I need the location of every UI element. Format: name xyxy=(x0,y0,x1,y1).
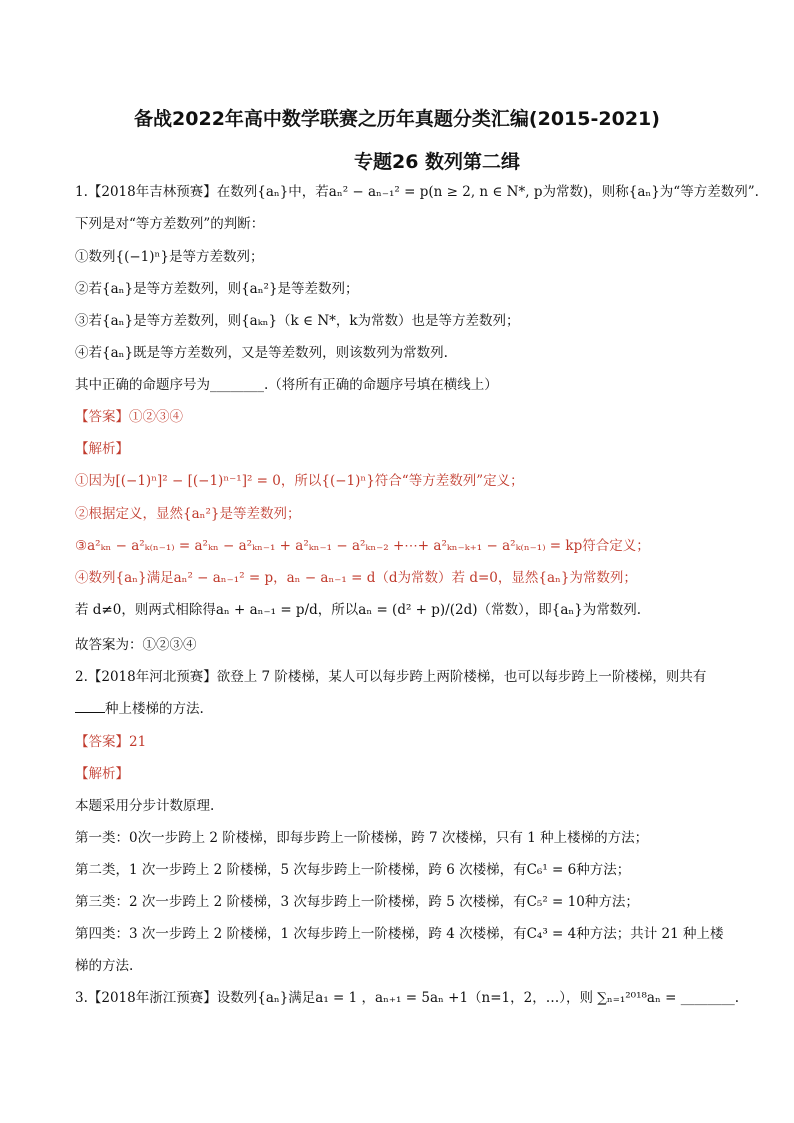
q2-stem-line2 xyxy=(75,700,204,718)
q1-option-3: ③若{aₙ}是等方差数列，则{aₖₙ}（k ∈ N*，k为常数）也是等方差数列； xyxy=(75,313,520,329)
q1-analysis-label: 【解析】 xyxy=(75,441,129,457)
q2-stem-tail: 种上楼梯的方法. xyxy=(105,701,204,717)
q3-stem: 3.【2018年浙江预赛】设数列{aₙ}满足a₁ = 1 ，aₙ₊₁ = 5aₙ +1（n=1，2，…），则 ∑ₙ₌₁²⁰¹⁸aₙ = ________. xyxy=(75,990,739,1006)
q2-case-2: 第二类，1 次一步跨上 2 阶楼梯，5 次每步跨上一阶楼梯，跨 6 次楼梯，有C₆¹ = 6种方法； xyxy=(75,862,631,878)
q1-stem: 1.【2018年吉林预赛】在数列{aₙ}中，若aₙ² − aₙ₋₁² = p(n ≥ 2, n ∈ N*, p为常数)，则称{aₙ}为“等方差数列”. xyxy=(75,184,759,200)
q1-answer: 【答案】①②③④ xyxy=(75,409,183,425)
q2-analysis-label: 【解析】 xyxy=(75,766,129,782)
q2-stem: 2.【2018年河北预赛】欲登上 7 阶楼梯，某人可以每步跨上两阶楼梯，也可以每步跨上一阶楼梯，则共有 xyxy=(75,669,707,685)
q2-case-4: 第四类：3 次一步跨上 2 阶楼梯，1 次每步跨上一阶楼梯，跨 4 次楼梯，有C₄³ = 4种方法；共计 21 种上楼 xyxy=(75,926,724,942)
answer-blank xyxy=(75,700,105,713)
q2-case-4-cont: 梯的方法. xyxy=(75,958,134,974)
q1-final: 故答案为：①②③④ xyxy=(75,637,197,653)
q1-solution-3: ③a²ₖₙ − a²ₖ₍ₙ₋₁₎ = a²ₖₙ − a²ₖₙ₋₁ + a²ₖₙ₋₁ − a²ₖₙ₋₂ +⋯+ a²ₖₙ₋ₖ₊₁ − a²ₖ₍ₙ₋₁₎ = kp符合定义； xyxy=(75,538,650,554)
q1-solution-4: ④数列{aₙ}满足aₙ² − aₙ₋₁² = p，aₙ − aₙ₋₁ = d（d为常数）若 d=0，显然{aₙ}为常数列； xyxy=(75,570,637,586)
q1-option-1: ①数列{(−1)ⁿ}是等方差数列； xyxy=(75,249,264,265)
q2-case-3: 第三类：2 次一步跨上 2 阶楼梯，3 次每步跨上一阶楼梯，跨 5 次楼梯，有C₅² = 10种方法； xyxy=(75,894,639,910)
document-title: 备战2022年高中数学联赛之历年真题分类汇编(2015-2021) xyxy=(134,108,660,130)
q1-solution-5: 若 d≠0，则两式相除得aₙ + aₙ₋₁ = p/d，所以aₙ = (d² + p)/(2d)（常数），即{aₙ}为常数列. xyxy=(75,602,642,618)
q2-case-1: 第一类：0次一步跨上 2 阶楼梯，即每步跨上一阶楼梯，跨 7 次楼梯，只有 1 种上楼梯的方法； xyxy=(75,830,649,846)
q1-option-2: ②若{aₙ}是等方差数列，则{aₙ²}是等差数列； xyxy=(75,281,359,297)
q1-solution-2: ②根据定义，显然{aₙ²}是等差数列； xyxy=(75,506,301,522)
q1-option-4: ④若{aₙ}既是等方差数列，又是等差数列，则该数列为常数列. xyxy=(75,345,448,361)
document-subtitle: 专题26 数列第二缉 xyxy=(353,151,521,173)
q1-ask: 其中正确的命题序号为________.（将所有正确的命题序号填在横线上） xyxy=(75,377,498,393)
q1-solution-1: ①因为[(−1)ⁿ]² − [(−1)ⁿ⁻¹]² = 0，所以{(−1)ⁿ}符合“等方差数列”定义； xyxy=(75,473,524,489)
q2-answer: 【答案】21 xyxy=(75,734,147,750)
q2-principle: 本题采用分步计数原理. xyxy=(75,798,215,814)
q1-intro: 下列是对“等方差数列”的判断： xyxy=(75,216,265,232)
